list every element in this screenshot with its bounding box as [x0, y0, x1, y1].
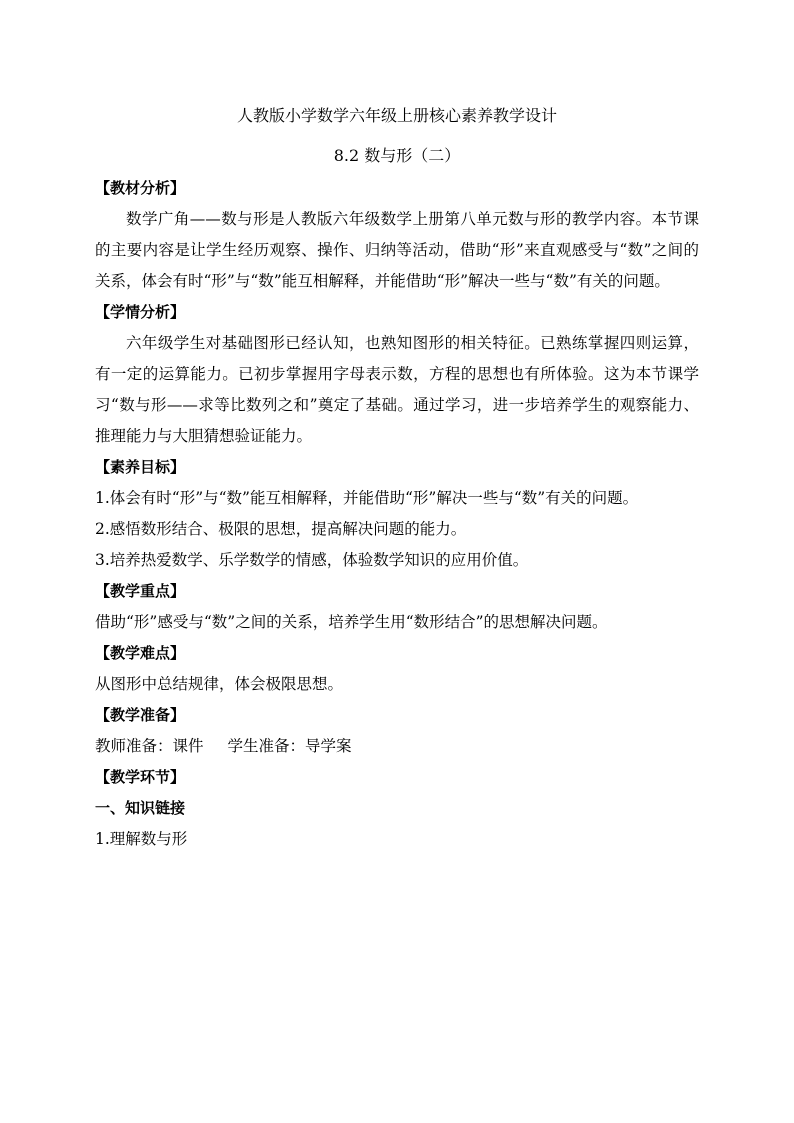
teacher-preparation: 教师准备：课件 [95, 737, 204, 755]
step-item: 1.理解数与形 [95, 830, 188, 848]
goal-item: 1.体会有时“形”与“数”能互相解释，并能借助“形”解决一些与“数”有关的问题。 [95, 489, 639, 507]
section-body: 借助“形”感受与“数”之间的关系，培养学生用“数形结合”的思想解决问题。 [95, 613, 608, 631]
goal-item: 2.感悟数形结合、极限的思想，提高解决问题的能力。 [95, 520, 467, 538]
lesson-subtitle: 8.2 数与形（二） [333, 146, 461, 165]
section-student-analysis [95, 297, 699, 452]
section-preparation [95, 700, 699, 762]
document-title: 人教版小学数学六年级上册核心素养教学设计 [236, 106, 557, 125]
section-body: 从图形中总结规律，体会极限思想。 [95, 675, 344, 693]
section-body: 数学广角——数与形是人教版六年级数学上册第八单元数与形的教学内容。本节课的主要内容是让学生经历观察、操作、归纳等活动，借助“形”来直观感受与“数”之间的关系，体会有时“形”与“数”能互相解释，并能借助“形”解决一些与“数”有关的问题。 [95, 210, 699, 290]
section-difficulties [95, 638, 699, 700]
goal-item: 3.培养热爱数学、乐学数学的情感，体验数学知识的应用价值。 [95, 551, 529, 569]
step-heading: 一、知识链接 [95, 799, 186, 817]
section-heading: 【教学重点】 [95, 582, 186, 600]
section-teaching-process [95, 762, 699, 855]
student-preparation: 学生准备：导学案 [227, 737, 352, 755]
section-key-points [95, 576, 699, 638]
section-textbook-analysis [95, 173, 699, 297]
section-heading: 【学情分析】 [95, 303, 186, 321]
section-body: 六年级学生对基础图形已经认知，也熟知图形的相关特征。已熟练掌握四则运算，有一定的运算能力。已初步掌握用字母表示数，方程的思想也有所体验。这为本节课学习“数与形——求等比数列之和”奠定了基础。通过学习，进一步培养学生的观察能力、推理能力与大胆猜想验证能力。 [95, 334, 699, 445]
section-heading: 【教学难点】 [95, 644, 186, 662]
section-heading: 【素养目标】 [95, 458, 186, 476]
section-heading: 【教学准备】 [95, 706, 186, 724]
section-heading: 【教材分析】 [95, 179, 186, 197]
section-heading: 【教学环节】 [95, 768, 186, 786]
preparation-line [95, 731, 699, 762]
section-literacy-goals [95, 452, 699, 576]
